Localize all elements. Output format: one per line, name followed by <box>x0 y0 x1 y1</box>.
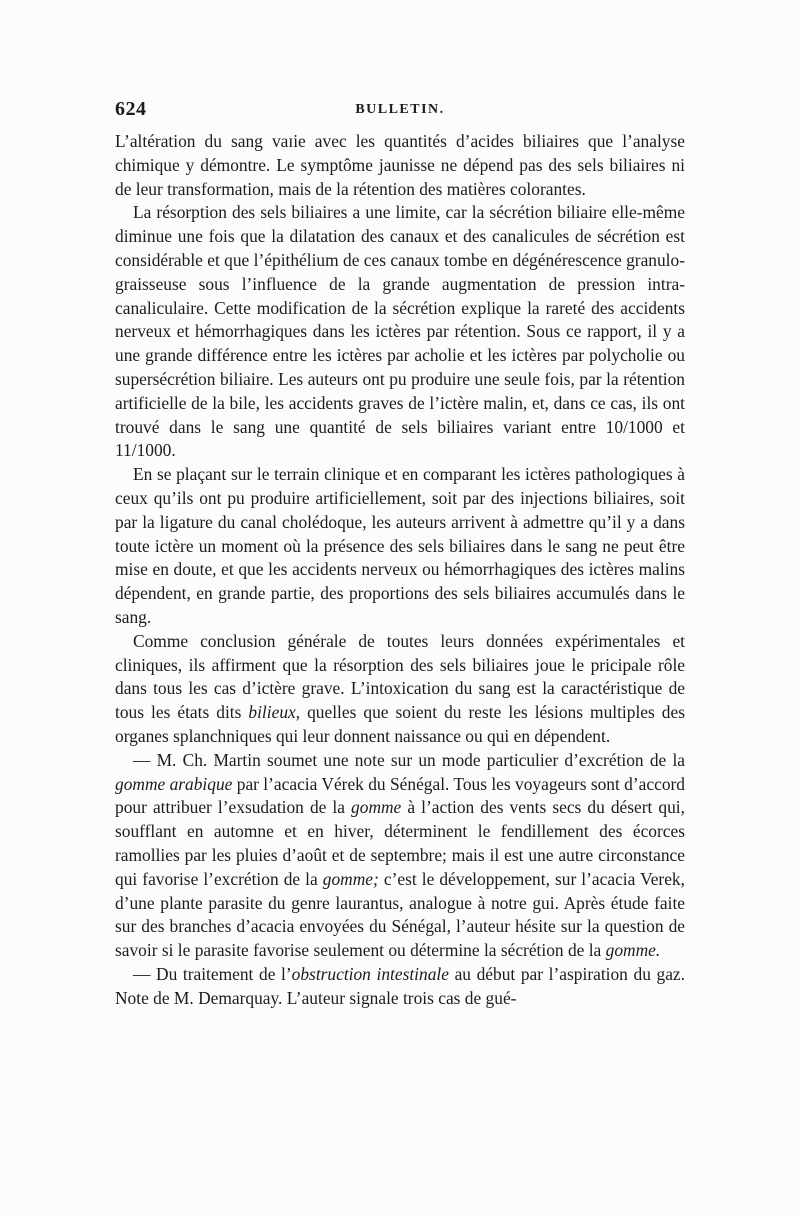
paragraph-1: L’altération du sang vaɪie avec les quantités d’acides biliaires que l’analyse chimique y démontre. Le symptôme jaunisse ne dépend pas des sels biliaires ni de leur transformation, mais de la rétention des matières colorantes. <box>115 131 685 199</box>
paragraph-5-italic-gomme-1: gomme <box>351 797 402 818</box>
paragraph-5-italic-gomme-arabique: gomme arabique <box>115 773 233 794</box>
paragraph-6-italic-obstruction: obstruction intestinale <box>291 963 449 984</box>
paragraph-6 <box>115 963 685 1011</box>
running-title: BULLETIN. <box>355 102 445 117</box>
page-number: 624 <box>115 98 147 120</box>
paragraph-6-text-b: au début par l’aspiration du gaz. Note de M. Demarquay. L’auteur signale trois cas de gué- <box>115 963 685 1008</box>
paragraph-4 <box>115 630 685 749</box>
paragraph-5 <box>115 749 685 963</box>
paragraph-4-text-b: , quelles que soient du reste les lésions multiples des organes splanchniques qui leur donnent naissance ou qui en dépendent. <box>115 702 685 746</box>
paragraph-2: La résorption des sels biliaires a une limite, car la sécrétion biliaire elle-même diminue une fois que la dilatation des canaux et des canalicules de sécrétion est considérable et que l’épithélium de ces canaux tombe en dégénérescence granulo-graisseuse sous l’influence de la grande augmentation de pression intra-canaliculaire. Cette modification de la sécrétion explique la rareté des accidents nerveux et hémorrhagiques dans les ictères par rétention. Sous ce rapport, il y a une grande différence entre les ictères par acholie et les ictères par polycholie ou supersécrétion biliaire. Les auteurs ont pu produire une seule fois, par la rétention artificielle de la bile, les accidents graves de l’ictère malin, et, dans ce cas, ils ont trouvé dans le sang une quantité de sels biliaires variant entre 10/1000 et 11/1000. <box>115 202 685 461</box>
paragraph-5-italic-gomme-2: gomme; <box>322 868 379 889</box>
paragraph-5-text-a: — M. Ch. Martin soumet une note sur un mode particulier d’excrétion de la <box>133 749 685 770</box>
paragraph-5-text-b: par l’acacia Vérek du Sénégal. Tous les voyageurs sont d’accord pour attribuer l’exsudation de la <box>115 773 686 818</box>
paragraph-5-italic-gomme-3: gomme. <box>605 940 661 961</box>
paragraph-6-text-a: — Du traitement de l’ <box>133 963 292 984</box>
paragraph-4-italic-bilieux: bilieux <box>248 702 296 723</box>
document-page <box>115 98 685 1010</box>
body-text <box>115 130 685 1010</box>
running-header <box>115 98 685 126</box>
paragraph-5-text-c: à l’action des vents secs du désert qui, soufflant en automne et en hiver, déterminent le fendillement des écorces ramollies par les pluies d’août et de septembre; mais il est une autre circonstance qui favorise l’excrétion de la <box>115 797 685 889</box>
paragraph-3: En se plaçant sur le terrain clinique et en comparant les ictères pathologiques à ceux qu’ils ont pu produire artificiellement, soit par des injections biliaires, soit par la ligature du canal cholédoque, les auteurs arrivent à admettre qu’il y a dans toute ictère un moment où la présence des sels biliaires dans le sang ne peut être mise en doute, et que les accidents nerveux ou hémorrhagiques des ictères malins dépendent, en grande partie, des proportions des sels biliaires accumulés dans le sang. <box>115 464 685 627</box>
paragraph-4-text-a: Comme conclusion générale de toutes leurs données expérimentales et cliniques, ils affirment que la résorption des sels biliaires joue le pricipale rôle dans tous les cas d’ictère grave. L’intoxication du sang est la caractéristique de tous les états dits <box>115 630 685 723</box>
paragraph-5-text-d: c’est le développement, sur l’acacia Verek, d’une plante parasite du genre laurantus, analogue à notre gui. Après étude faite sur des branches d’acacia envoyées du Sénégal, l’auteur hésite sur la question de savoir si le parasite favorise seulement ou détermine la sécrétion de la <box>115 868 685 961</box>
